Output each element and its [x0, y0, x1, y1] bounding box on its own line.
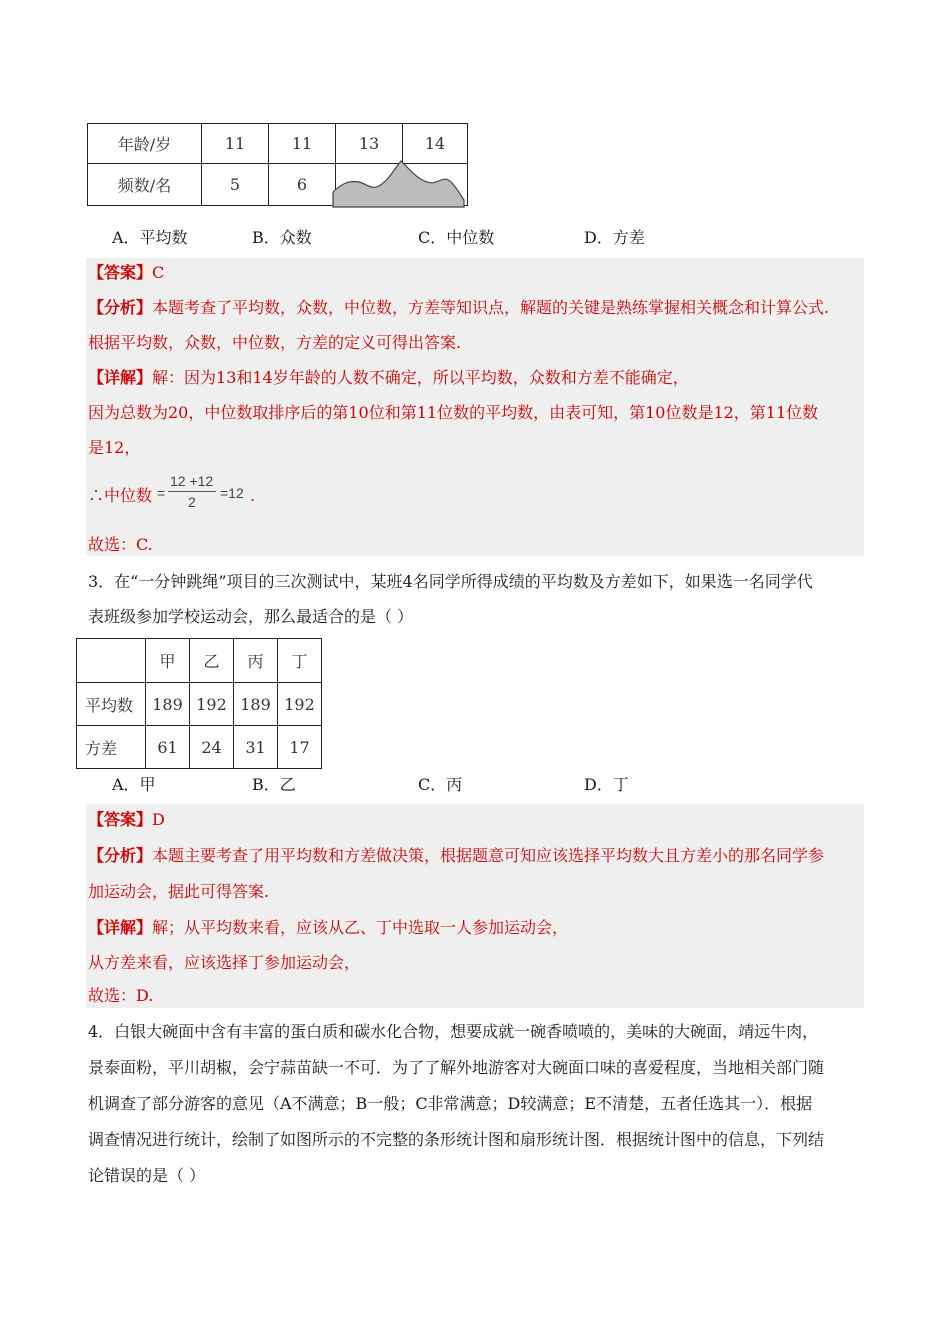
- detail-text: 解：因为13和14岁年龄的人数不确定，所以平均数，众数和方差不能确定，: [152, 368, 689, 387]
- table-cell: 方差: [77, 726, 146, 769]
- detail-tag: 【详解】: [88, 368, 153, 387]
- table-cell: 14: [403, 124, 468, 164]
- question-stem: 机调查了部分游客的意见（A不满意；B一般；C非常满意；D较满意；E不清楚，五者任选其一）．根据: [88, 1094, 813, 1113]
- analysis-text: 本题考查了平均数，众数，中位数，方差等知识点，解题的关键是熟练掌握相关概念和计算公式.: [152, 298, 830, 317]
- ink-blot-graphic: [331, 160, 465, 208]
- formula-result: =12: [220, 485, 244, 501]
- table-cell: 24: [190, 726, 234, 769]
- table-cell: 189: [146, 683, 190, 726]
- option-d: D．丁: [584, 775, 629, 794]
- analysis-line: [88, 298, 829, 318]
- option-a: A．甲: [112, 775, 156, 794]
- detail-line: 从方差来看，应该选择丁参加运动会，: [88, 953, 361, 972]
- table-cell: [77, 639, 146, 683]
- table-row: [77, 639, 322, 683]
- table-cell: 61: [146, 726, 190, 769]
- option-c: C．丙: [418, 775, 463, 794]
- table-cell: 频数/名: [88, 164, 202, 206]
- answer-tag: 【答案】: [88, 263, 153, 282]
- table-cell: 丁: [278, 639, 322, 683]
- formula-equals: =: [157, 485, 166, 501]
- table-cell: 11: [269, 124, 336, 164]
- option-c: C．中位数: [418, 228, 495, 247]
- question-stem: 景泰面粉，平川胡椒，会宁蒜苗缺一不可．为了了解外地游客对大碗面口味的喜爱程度，当地相关部门随: [88, 1058, 825, 1077]
- question-stem: 表班级参加学校运动会，那么最适合的是（ ）: [88, 607, 414, 626]
- table-cell: 31: [234, 726, 278, 769]
- detail-tag: 【详解】: [88, 918, 153, 937]
- table-cell: 年龄/岁: [88, 124, 202, 164]
- detail-line: 因为总数为20，中位数取排序后的第10位和第11位数的平均数，由表可知，第10位数是12，第11位数: [88, 403, 819, 422]
- answer-line: [88, 263, 164, 283]
- detail-line: [88, 918, 568, 938]
- table-row: [77, 726, 322, 769]
- question-stem: 调查情况进行统计，绘制了如图所示的不完整的条形统计图和扇形统计图．根据统计图中的信息，下列结: [88, 1130, 825, 1149]
- analysis-line: [88, 846, 824, 866]
- table-cell: 13: [336, 124, 403, 164]
- option-a: A．平均数: [112, 228, 188, 247]
- analysis-text: 本题主要考查了用平均数和方差做决策，根据题意可知应该选择平均数大且方差小的那名同学参: [152, 846, 825, 865]
- table-cell: 189: [234, 683, 278, 726]
- table-cell: 11: [202, 124, 269, 164]
- table-cell: 192: [190, 683, 234, 726]
- table-cell: 甲: [146, 639, 190, 683]
- option-d: D．方差: [584, 228, 645, 247]
- table-cell: 5: [202, 164, 269, 206]
- answer-tag: 【答案】: [88, 810, 153, 829]
- answer-value: D: [152, 810, 165, 829]
- option-b: B．乙: [252, 775, 296, 794]
- analysis-tag: 【分析】: [88, 846, 153, 865]
- table-cell: 丙: [234, 639, 278, 683]
- table-cell: 17: [278, 726, 322, 769]
- table-cell: 乙: [190, 639, 234, 683]
- table-cell: 平均数: [77, 683, 146, 726]
- solution-background: [86, 804, 864, 1008]
- formula-numerator: 12 +12: [170, 473, 214, 489]
- analysis-tag: 【分析】: [88, 298, 153, 317]
- table-row: [77, 683, 322, 726]
- choose-line: 故选：D.: [88, 986, 154, 1005]
- answer-value: C: [152, 263, 165, 282]
- question-stem: 论错误的是（ ）: [88, 1166, 206, 1185]
- fraction-bar: [168, 491, 216, 492]
- answer-line: [88, 810, 165, 830]
- table-row: [88, 124, 468, 164]
- choose-line: 故选：C.: [88, 535, 153, 554]
- question-stem: 3．在“一分钟跳绳”项目的三次测试中，某班4名同学所得成绩的平均数及方差如下，如果选一名同学代: [88, 572, 813, 591]
- table-cell: 192: [278, 683, 322, 726]
- median-line: [88, 486, 152, 506]
- option-b: B．众数: [252, 228, 312, 247]
- detail-text: 解；从平均数来看，应该从乙、丁中选取一人参加运动会，: [152, 918, 569, 937]
- analysis-line: 加运动会，据此可得答案.: [88, 882, 270, 901]
- formula-period: .: [250, 486, 256, 505]
- score-table: [76, 638, 322, 769]
- question-stem: 4．白银大碗面中含有丰富的蛋白质和碳水化合物，想要成就一碗香喷喷的，美味的大碗面，靖远牛肉，: [88, 1022, 819, 1041]
- detail-line: [88, 368, 689, 388]
- table-cell: 6: [269, 164, 336, 206]
- analysis-line: 根据平均数，众数，中位数，方差的定义可得出答案.: [88, 333, 462, 352]
- detail-line: 是12，: [88, 438, 141, 457]
- formula-denominator: 2: [188, 494, 196, 510]
- median-label: ∴中位数: [88, 486, 153, 505]
